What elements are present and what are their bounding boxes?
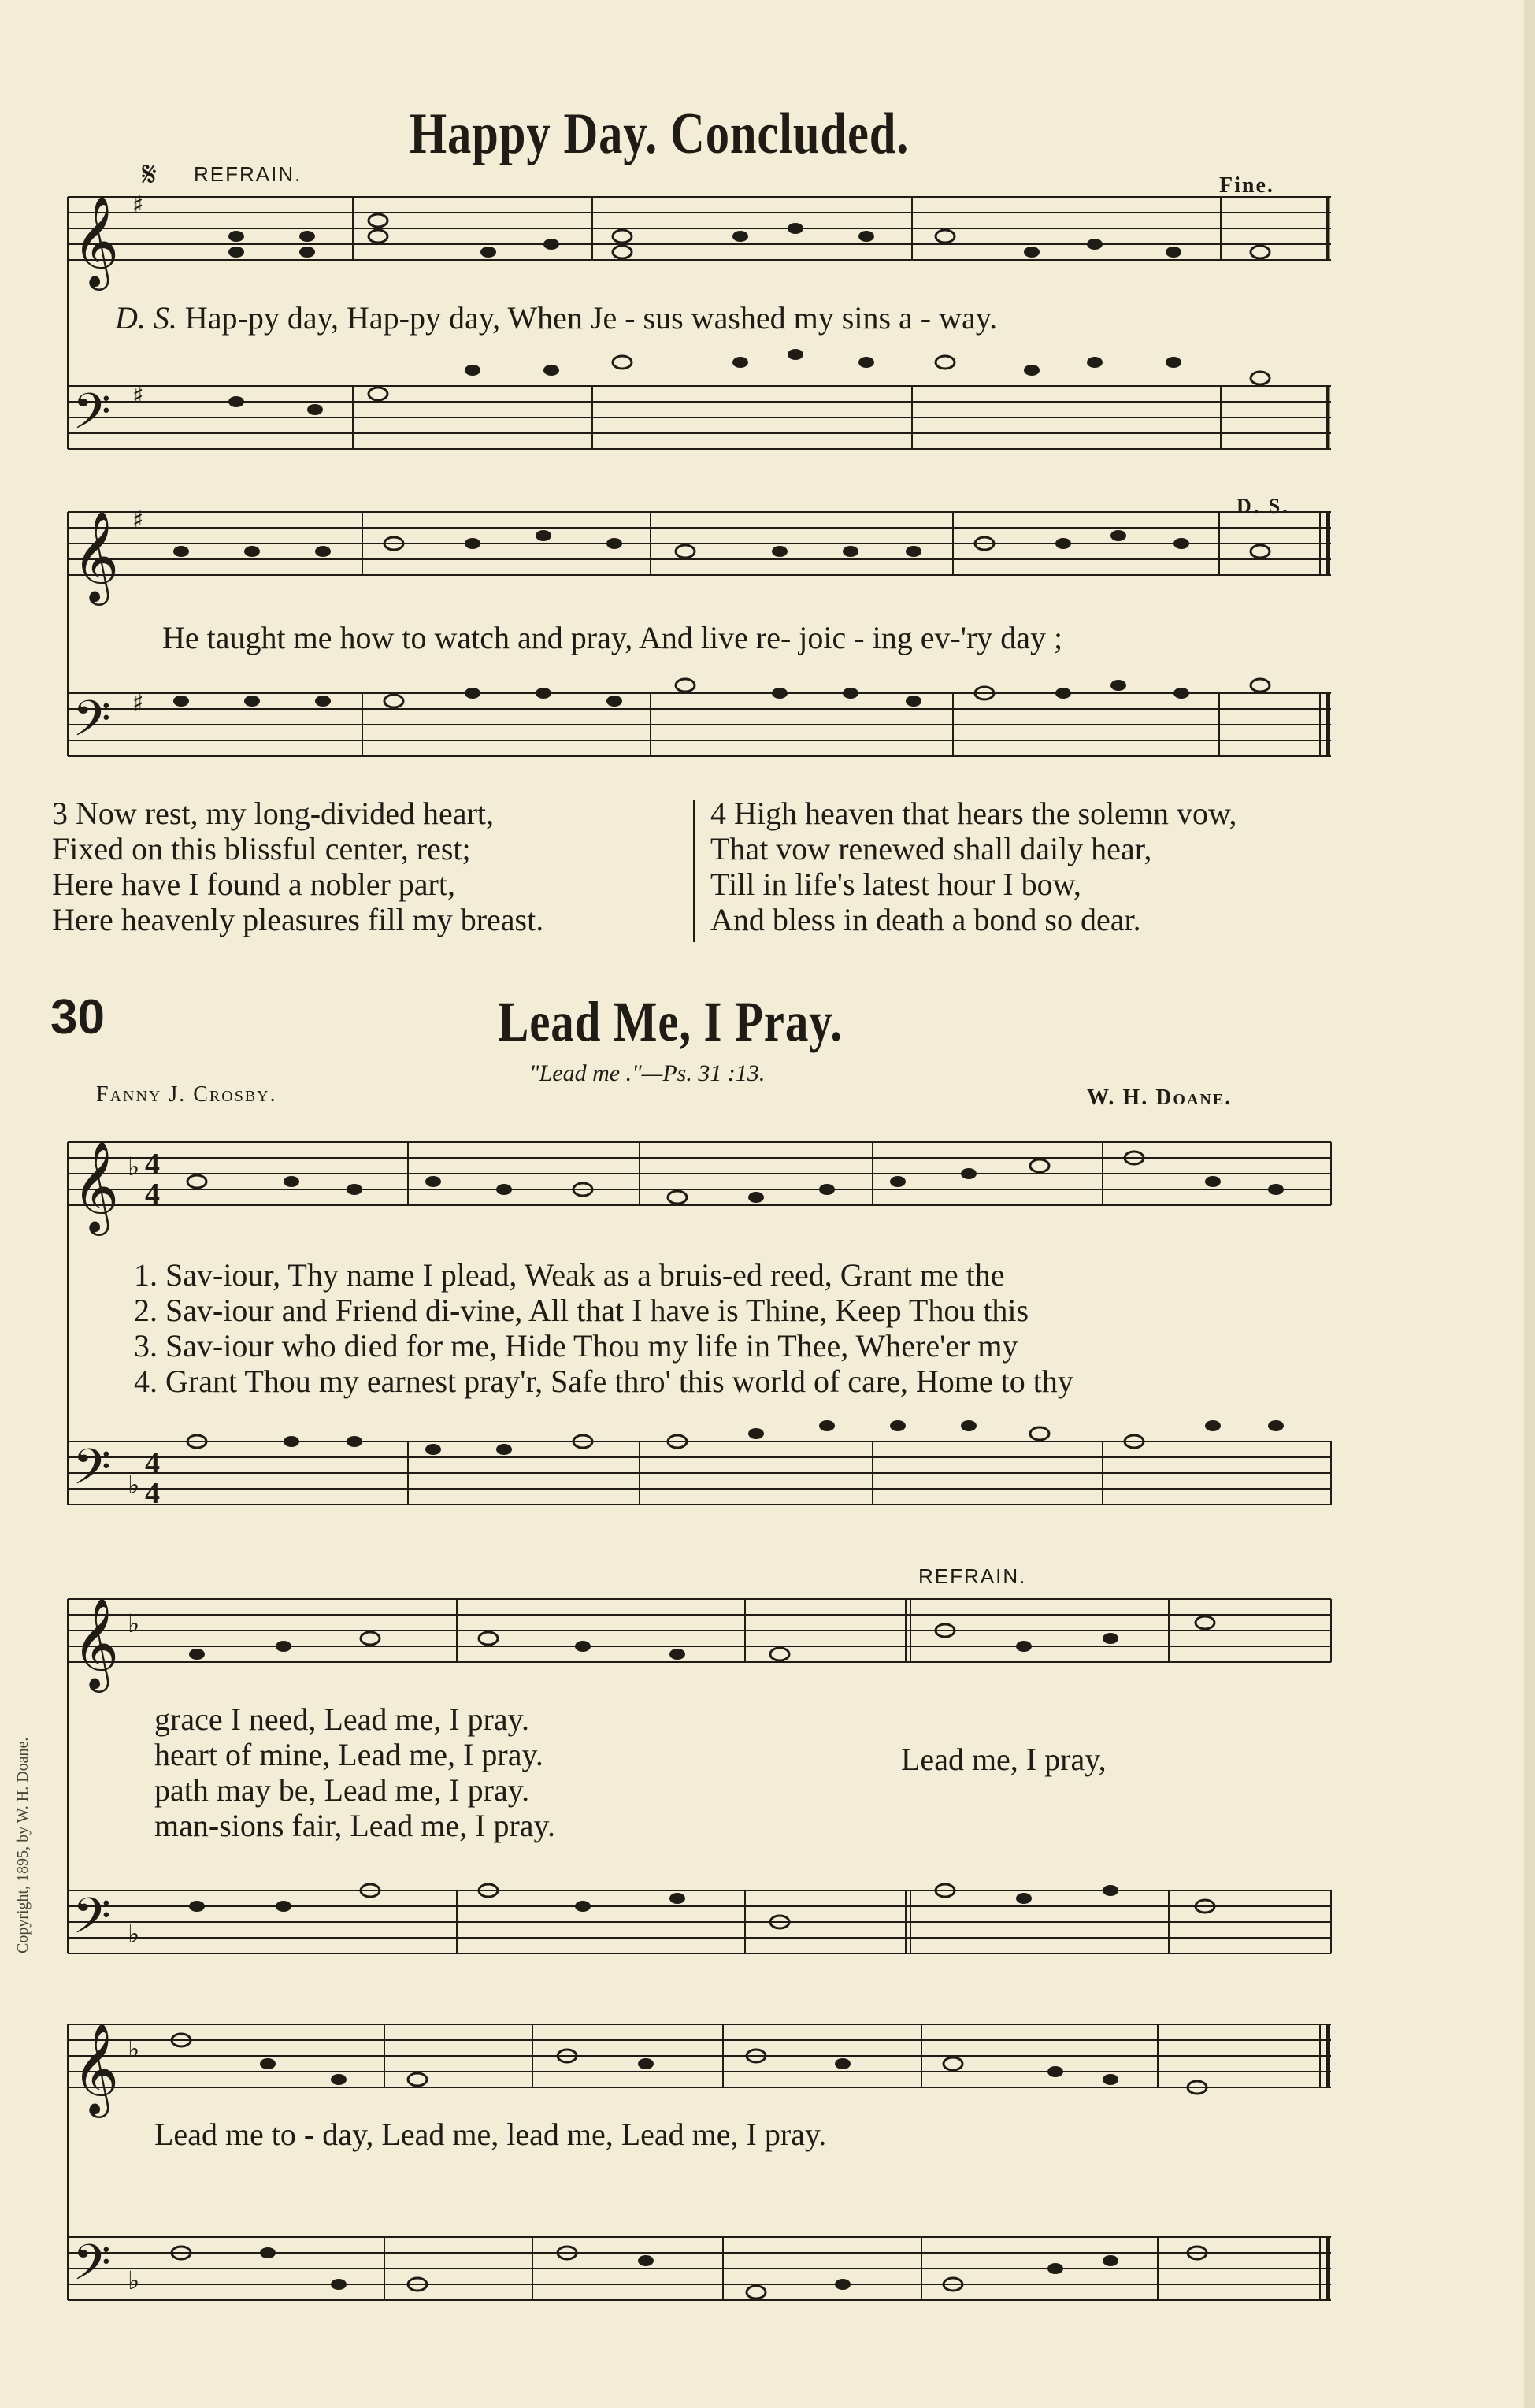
hymn1-title: Happy Day. Concluded.: [410, 102, 910, 166]
copyright-notice: Copyright, 1895, by W. H. Doane.: [14, 1737, 32, 1953]
verse1-lyric-end: grace I need, Lead me, I pray.: [154, 1701, 530, 1737]
hymn1-refrain-label: REFRAIN.: [194, 162, 302, 186]
hymn2-composer: W. H. Doane.: [1087, 1085, 1233, 1110]
svg-text:♭: ♭: [128, 1608, 140, 1638]
svg-text:♭: ♭: [128, 1919, 140, 1949]
svg-text:♭: ♭: [128, 2034, 140, 2064]
hymn1-fine-label: Fine.: [1219, 173, 1274, 198]
svg-text:♯: ♯: [132, 506, 144, 534]
hymn2-author: Fanny J. Crosby.: [96, 1082, 277, 1107]
hymn1-ds-label: D. S.: [1237, 495, 1290, 518]
svg-text:𝄞: 𝄞: [72, 2022, 120, 2114]
verse3-line: 3 Now rest, my long-divided heart,: [52, 796, 494, 831]
verse2-lyric: 2. Sav-iour and Friend di-vine, All that I have is Thine, Keep Thou this: [134, 1293, 1029, 1328]
svg-text:4: 4: [145, 1447, 160, 1480]
svg-text:♯: ♯: [132, 689, 144, 717]
svg-text:𝄢: 𝄢: [72, 382, 111, 452]
svg-text:𝄢: 𝄢: [72, 1438, 111, 1508]
verse4-lyric: 4. Grant Thou my earnest pray'r, Safe thro' this world of care, Home to thy: [134, 1364, 1073, 1399]
hymn2-refrain-label: REFRAIN.: [918, 1564, 1027, 1588]
svg-text:𝄢: 𝄢: [72, 2233, 111, 2303]
svg-text:♭: ♭: [128, 1152, 140, 1182]
verse4-line: 4 High heaven that hears the solemn vow,: [710, 796, 1237, 831]
verse4-line: And bless in death a bond so dear.: [710, 902, 1141, 937]
hymn2-final-line: Lead me to - day, Lead me, lead me, Lead me, I pray.: [154, 2117, 827, 2152]
verse3-line: Here have I found a nobler part,: [52, 866, 455, 902]
svg-text:♯: ♯: [132, 382, 144, 410]
svg-text:4: 4: [145, 1477, 160, 1510]
svg-text:♭: ♭: [128, 1470, 140, 1500]
verse3-lyric: 3. Sav-iour who died for me, Hide Thou my life in Thee, Where'er my: [134, 1328, 1018, 1364]
svg-text:𝄞: 𝄞: [72, 195, 120, 287]
verse3-line: Fixed on this blissful center, rest;: [52, 831, 471, 866]
time-sig-bottom: 4: [145, 1178, 160, 1211]
verse2-lyric-end: heart of mine, Lead me, I pray.: [154, 1737, 543, 1772]
svg-text:♯: ♯: [132, 191, 144, 219]
hymn2-number: 30: [50, 990, 105, 1044]
hymn1-line2-lyrics: He taught me how to watch and pray, And live re- joic - ing ev-'ry day ;: [162, 620, 1063, 655]
hymn2-title: Lead Me, I Pray.: [498, 990, 843, 1053]
segno-sign: 𝄋: [142, 155, 157, 194]
svg-text:𝄞: 𝄞: [72, 1140, 120, 1232]
ds-marker: D. S.: [115, 300, 177, 336]
svg-text:𝄞: 𝄞: [72, 1597, 120, 1689]
hymn2-refrain-words: Lead me, I pray,: [901, 1742, 1107, 1777]
verse1-lyric: 1. Sav-iour, Thy name I plead, Weak as a bruis-ed reed, Grant me the: [134, 1257, 1005, 1293]
time-sig-top: 4: [145, 1148, 160, 1181]
verse3-lyric-end: path may be, Lead me, I pray.: [154, 1772, 530, 1808]
svg-text:♭: ♭: [128, 2265, 140, 2295]
verse4-lyric-end: man-sions fair, Lead me, I pray.: [154, 1808, 555, 1843]
hymn1-line1-text: Hap-py day, Hap-py day, When Je - sus washed my sins a - way.: [184, 300, 998, 336]
verse4-line: Till in life's latest hour I bow,: [710, 866, 1081, 902]
svg-text:𝄞: 𝄞: [72, 510, 120, 602]
svg-text:𝄢: 𝄢: [72, 1887, 111, 1957]
verse3-line: Here heavenly pleasures fill my breast.: [52, 902, 544, 937]
svg-text:𝄢: 𝄢: [72, 689, 111, 759]
verse4-line: That vow renewed shall daily hear,: [710, 831, 1152, 866]
hymn2-scripture: "Lead me ."—Ps. 31 :13.: [529, 1060, 766, 1086]
